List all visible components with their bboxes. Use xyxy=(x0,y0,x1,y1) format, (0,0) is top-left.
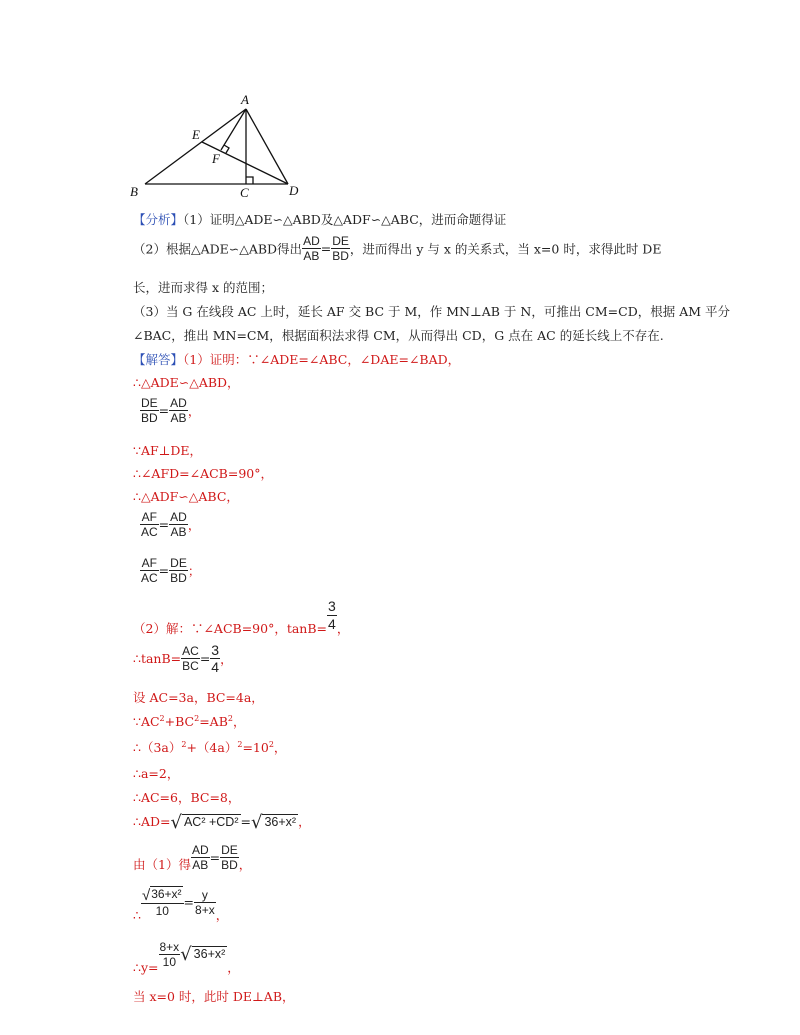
solution-line-11: 设 AC=3a，BC=4a， xyxy=(133,690,264,705)
fraction: $\frac{AD}{AB}$ xyxy=(303,234,320,263)
analysis-line-4: （3）当 G 在线段 AC 上时，延长 AF 交 BC 于 M，作 MN⊥AB 于 N，可推出 CM=CD，根据 AM 平分 xyxy=(133,304,731,319)
solution-line-4: ∵AF⊥DE， xyxy=(133,443,203,458)
sqrt-expression: 36+x² xyxy=(193,947,226,961)
solution-line-6: ∴△ADF∽△ABC， xyxy=(133,489,239,504)
solution-line-8: $\frac{AF}{AC}$ = $\frac{DE}{BD}$ ； xyxy=(141,556,201,585)
analysis-line-1 xyxy=(133,210,506,228)
solution-line-3: $\frac{DE}{BD}$ = $\frac{AD}{AB}$ ， xyxy=(141,396,201,425)
solution-line-7: $\frac{AF}{AC}$ = $\frac{AD}{AB}$ ， xyxy=(141,510,201,539)
solution-line-9: （2）解：∵∠ACB=90°，tanB= $\frac{3}{4}$ ， xyxy=(133,598,350,636)
triangle-figure xyxy=(120,88,320,200)
solution-line-20: 当 x=0 时，此时 DE⊥AB， xyxy=(133,989,295,1004)
solution-line-18: ∴ $\frac{\text{√36+x²}}{10}$ = $\frac{y}{8+x}$ ， xyxy=(133,887,229,923)
solution-line-2: ∴△ADE∽△ABD， xyxy=(133,375,240,390)
label-c: C xyxy=(240,185,249,200)
solution-tag: 【解答】 xyxy=(133,352,184,367)
fraction: $\frac{DE}{BD}$ xyxy=(332,234,349,263)
analysis-line-3: 长，进而求得 x 的范围； xyxy=(133,280,273,295)
solution-line-17: 由（1）得 $\frac{AD}{AB}$ = $\frac{DE}{BD}$ ， xyxy=(133,843,252,872)
label-f: F xyxy=(212,151,220,166)
analysis-line-5: ∠BAC，推出 MN=CM，根据面积法求得 CM，从而得出 CD，G 点在 AC 的延长线上不存在. xyxy=(133,328,664,343)
solution-line-5: ∴∠AFD=∠ACB=90°， xyxy=(133,466,274,481)
label-a: A xyxy=(241,92,249,107)
solution-line-15: ∴AC=6，BC=8， xyxy=(133,790,241,805)
solution-line-16: ∴AD=√ AC² +CD² =√ 36+x² ， xyxy=(133,812,311,833)
analysis-p1: （1）证明△ADE∽△ABD及△ADF∽△ABC，进而命题得证 xyxy=(183,212,507,227)
label-e: E xyxy=(192,127,200,142)
label-b: B xyxy=(130,184,138,199)
solution-line-13: $\therefore(3a)^2+(4a)^2=10^2$， xyxy=(133,739,287,755)
analysis-tag: 【分析】 xyxy=(133,212,184,227)
solution-line-1: 【解答】（1）证明：∵∠ADE=∠ABC，∠DAE=∠BAD， xyxy=(133,352,461,367)
sqrt-expression: 36+x² xyxy=(264,815,297,829)
solution-line-10: ∴tanB= $\frac{AC}{BC}$ = $\frac{3}{4}$ ， xyxy=(133,642,233,675)
solution-line-12: $\because AC^2+BC^2=AB^2$， xyxy=(133,713,246,729)
solution-line-14: ∴a=2， xyxy=(133,766,180,781)
sqrt-expression: AC² +CD² xyxy=(183,815,239,829)
solution-line-19: ∴y= $\frac{8+x}{10}$ √ 36+x²， xyxy=(133,940,240,975)
analysis-line-2: （2）根据△ADE∽△ABD得出 $\frac{AD}{AB}$ = $\frac{DE}{BD}$ ，进而得出 y 与 x 的关系式，当 x=0 时，求得此时 DE xyxy=(133,234,662,263)
label-d: D xyxy=(289,183,299,198)
